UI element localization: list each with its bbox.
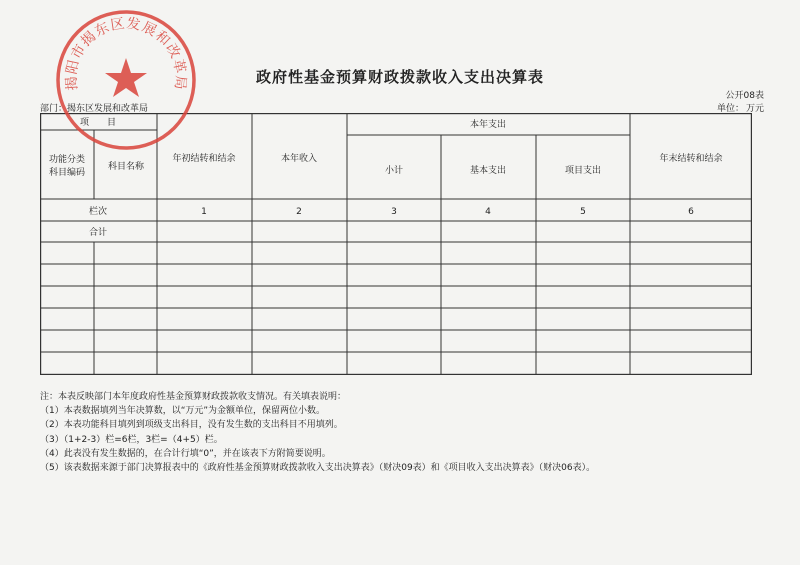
header-ending-balance: 年末结转和结余 — [659, 154, 723, 164]
note-line: （4）此表没有发生数据的，在合计行填“0”，并在该表下方附简要说明。 — [40, 448, 331, 459]
department-name: 揭东区发展和改革局 — [67, 104, 149, 114]
seal-ring-text: 揭阳市揭东区发展和改革局 — [63, 15, 189, 92]
official-seal — [52, 6, 200, 154]
column-number-5: 5 — [580, 207, 586, 217]
header-subtotal: 小计 — [384, 166, 404, 176]
header-beginning-balance: 年初结转和结余 — [172, 154, 236, 164]
header-func-code-line1: 功能分类 — [48, 155, 86, 165]
column-number-3: 3 — [391, 207, 397, 217]
column-number-4: 4 — [485, 207, 491, 217]
note-line: （2）本表功能科目填列到项级支出科目，没有发生数的支出科目不用填列。 — [40, 420, 343, 431]
note-line: 注：本表反映部门本年度政府性基金预算财政拨款收支情况。有关填表说明： — [40, 392, 347, 402]
header-project-expenditure: 项目支出 — [564, 166, 602, 176]
note-line: （1）本表数据填列当年决算数，以“万元”为金额单位，保留两位小数。 — [40, 406, 326, 417]
row-total-label: 合计 — [88, 228, 108, 238]
header-subject-name: 科目名称 — [107, 162, 145, 172]
notes-section — [40, 390, 780, 475]
header-basic-expenditure: 基本支出 — [469, 166, 507, 176]
page-title: 政府性基金预算财政拨款收入支出决算表 — [255, 68, 544, 86]
row-column-label: 栏次 — [88, 207, 108, 217]
header-current-income: 本年收入 — [280, 154, 318, 164]
column-number-1: 1 — [201, 207, 207, 217]
header-item: 项 目 — [79, 118, 117, 128]
department-label: 部门： — [40, 104, 68, 114]
form-code: 公开08表 — [725, 91, 764, 101]
unit-value: 万元 — [745, 104, 764, 114]
header-func-code-line2: 科目编码 — [48, 168, 86, 178]
note-line: （3）（1+2-3）栏=6栏，3栏=（4+5）栏。 — [40, 434, 223, 445]
header-current-expenditure: 本年支出 — [469, 120, 507, 130]
unit-label: 单位： — [716, 104, 744, 114]
note-line: （5）该表数据来源于部门决算报表中的《政府性基金预算财政拨款收入支出决算表》（财决09表）和《项目收入支出决算表》（财决06表）。 — [40, 463, 596, 474]
seal-star-icon — [105, 58, 147, 97]
column-number-2: 2 — [296, 207, 302, 217]
column-number-6: 6 — [688, 207, 694, 217]
